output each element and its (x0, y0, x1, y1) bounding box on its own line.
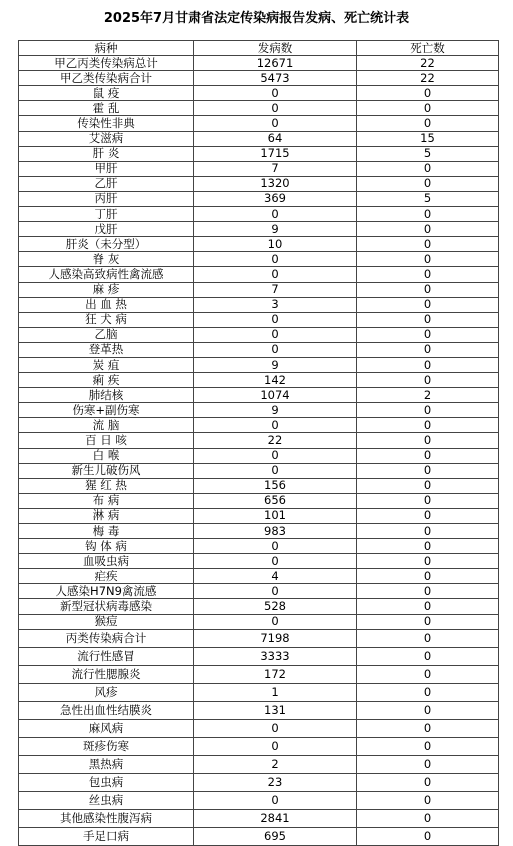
disease-cell: 新型冠状病毒感染 (19, 599, 194, 614)
disease-cell: 钩 体 病 (19, 539, 194, 554)
table-row (19, 791, 499, 809)
table-row (19, 463, 499, 478)
disease-cell: 登革热 (19, 342, 194, 357)
deaths-cell: 2 (357, 388, 499, 403)
table-row (19, 101, 499, 116)
deaths-cell: 0 (357, 342, 499, 357)
deaths-cell: 0 (357, 267, 499, 282)
cases-cell: 5473 (194, 71, 357, 86)
disease-cell: 布 病 (19, 493, 194, 508)
disease-cell: 风疹 (19, 683, 194, 701)
table-row (19, 493, 499, 508)
deaths-cell: 0 (357, 647, 499, 665)
table-row (19, 191, 499, 206)
disease-cell: 包虫病 (19, 773, 194, 791)
table-row (19, 327, 499, 342)
cases-cell: 0 (194, 327, 357, 342)
deaths-cell: 5 (357, 146, 499, 161)
table-row (19, 539, 499, 554)
table-row (19, 71, 499, 86)
cases-cell: 7198 (194, 629, 357, 647)
table-row (19, 312, 499, 327)
disease-cell: 甲乙类传染病合计 (19, 71, 194, 86)
table-row (19, 342, 499, 357)
disease-cell: 人感染高致病性禽流感 (19, 267, 194, 282)
disease-cell: 流行性腮腺炎 (19, 665, 194, 683)
table-row (19, 665, 499, 683)
deaths-cell: 0 (357, 207, 499, 222)
disease-cell: 疟疾 (19, 569, 194, 584)
disease-cell: 手足口病 (19, 827, 194, 845)
disease-cell: 丝虫病 (19, 791, 194, 809)
disease-cell: 传染性非典 (19, 116, 194, 131)
disease-cell: 乙脑 (19, 327, 194, 342)
deaths-cell: 0 (357, 773, 499, 791)
cases-cell: 9 (194, 403, 357, 418)
cases-cell: 0 (194, 207, 357, 222)
cases-cell: 172 (194, 665, 357, 683)
deaths-cell: 5 (357, 191, 499, 206)
cases-cell: 2 (194, 755, 357, 773)
table-row (19, 809, 499, 827)
table-row (19, 146, 499, 161)
table-row (19, 297, 499, 312)
cases-cell: 1074 (194, 388, 357, 403)
disease-cell: 黑热病 (19, 755, 194, 773)
table-row (19, 508, 499, 523)
cases-cell: 4 (194, 569, 357, 584)
table-row (19, 433, 499, 448)
disease-cell: 血吸虫病 (19, 554, 194, 569)
deaths-cell: 0 (357, 403, 499, 418)
disease-cell: 其他感染性腹泻病 (19, 809, 194, 827)
deaths-cell: 0 (357, 357, 499, 372)
deaths-cell: 0 (357, 312, 499, 327)
table-row (19, 599, 499, 614)
cases-cell: 0 (194, 312, 357, 327)
disease-cell: 猴痘 (19, 614, 194, 629)
cases-cell: 0 (194, 584, 357, 599)
disease-cell: 人感染H7N9禽流感 (19, 584, 194, 599)
deaths-cell: 0 (357, 86, 499, 101)
cases-cell: 0 (194, 86, 357, 101)
statistics-table (18, 40, 499, 846)
table-row (19, 252, 499, 267)
deaths-cell: 0 (357, 791, 499, 809)
disease-cell: 新生儿破伤风 (19, 463, 194, 478)
disease-cell: 百 日 咳 (19, 433, 194, 448)
deaths-cell: 0 (357, 737, 499, 755)
table-row (19, 357, 499, 372)
disease-cell: 痢 疾 (19, 373, 194, 388)
disease-cell: 肺结核 (19, 388, 194, 403)
deaths-cell: 0 (357, 478, 499, 493)
deaths-cell: 0 (357, 554, 499, 569)
cases-cell: 983 (194, 524, 357, 539)
cases-cell: 9 (194, 357, 357, 372)
header-disease: 病种 (19, 41, 194, 56)
cases-cell: 0 (194, 614, 357, 629)
cases-cell: 528 (194, 599, 357, 614)
disease-cell: 斑疹伤寒 (19, 737, 194, 755)
cases-cell: 0 (194, 791, 357, 809)
table-row (19, 719, 499, 737)
table-row (19, 478, 499, 493)
cases-cell: 7 (194, 161, 357, 176)
deaths-cell: 0 (357, 719, 499, 737)
deaths-cell: 0 (357, 116, 499, 131)
cases-cell: 369 (194, 191, 357, 206)
table-row (19, 773, 499, 791)
cases-cell: 23 (194, 773, 357, 791)
disease-cell: 艾滋病 (19, 131, 194, 146)
cases-cell: 1 (194, 683, 357, 701)
disease-cell: 梅 毒 (19, 524, 194, 539)
deaths-cell: 0 (357, 237, 499, 252)
disease-cell: 丙肝 (19, 191, 194, 206)
deaths-cell: 0 (357, 418, 499, 433)
cases-cell: 3333 (194, 647, 357, 665)
disease-cell: 猩 红 热 (19, 478, 194, 493)
cases-cell: 101 (194, 508, 357, 523)
table-row (19, 584, 499, 599)
cases-cell: 0 (194, 719, 357, 737)
disease-cell: 脊 灰 (19, 252, 194, 267)
deaths-cell: 0 (357, 827, 499, 845)
table-row (19, 282, 499, 297)
deaths-cell: 0 (357, 524, 499, 539)
table-row (19, 629, 499, 647)
cases-cell: 131 (194, 701, 357, 719)
deaths-cell: 0 (357, 448, 499, 463)
disease-cell: 白 喉 (19, 448, 194, 463)
deaths-cell: 0 (357, 569, 499, 584)
disease-cell: 霍 乱 (19, 101, 194, 116)
cases-cell: 0 (194, 448, 357, 463)
cases-cell: 0 (194, 267, 357, 282)
table-row (19, 56, 499, 71)
table-row (19, 448, 499, 463)
deaths-cell: 0 (357, 508, 499, 523)
table-row (19, 614, 499, 629)
cases-cell: 695 (194, 827, 357, 845)
cases-cell: 156 (194, 478, 357, 493)
disease-cell: 流 脑 (19, 418, 194, 433)
disease-cell: 麻风病 (19, 719, 194, 737)
deaths-cell: 22 (357, 71, 499, 86)
disease-cell: 戊肝 (19, 222, 194, 237)
cases-cell: 0 (194, 342, 357, 357)
disease-cell: 甲肝 (19, 161, 194, 176)
deaths-cell: 0 (357, 176, 499, 191)
cases-cell: 3 (194, 297, 357, 312)
cases-cell: 12671 (194, 56, 357, 71)
cases-cell: 1320 (194, 176, 357, 191)
deaths-cell: 0 (357, 101, 499, 116)
table-header-row (19, 41, 499, 56)
deaths-cell: 0 (357, 809, 499, 827)
table-row (19, 827, 499, 845)
deaths-cell: 0 (357, 539, 499, 554)
deaths-cell: 0 (357, 282, 499, 297)
cases-cell: 0 (194, 554, 357, 569)
cases-cell: 22 (194, 433, 357, 448)
cases-cell: 656 (194, 493, 357, 508)
table-row (19, 554, 499, 569)
page-title: 2025年7月甘肃省法定传染病报告发病、死亡统计表 (103, 11, 410, 26)
deaths-cell: 0 (357, 161, 499, 176)
table-row (19, 176, 499, 191)
table-row (19, 524, 499, 539)
table-row (19, 403, 499, 418)
header-cases: 发病数 (194, 41, 357, 56)
deaths-cell: 0 (357, 629, 499, 647)
table-row (19, 388, 499, 403)
table-row (19, 647, 499, 665)
deaths-cell: 0 (357, 614, 499, 629)
cases-cell: 10 (194, 237, 357, 252)
table-row (19, 701, 499, 719)
header-deaths: 死亡数 (357, 41, 499, 56)
deaths-cell: 0 (357, 433, 499, 448)
deaths-cell: 0 (357, 463, 499, 478)
table-row (19, 267, 499, 282)
disease-cell: 淋 病 (19, 508, 194, 523)
table-row (19, 373, 499, 388)
deaths-cell: 0 (357, 665, 499, 683)
disease-cell: 肝 炎 (19, 146, 194, 161)
table-row (19, 237, 499, 252)
table-row (19, 161, 499, 176)
disease-cell: 肝炎（未分型） (19, 237, 194, 252)
cases-cell: 0 (194, 539, 357, 554)
deaths-cell: 0 (357, 297, 499, 312)
deaths-cell: 0 (357, 327, 499, 342)
disease-cell: 鼠 疫 (19, 86, 194, 101)
table-row (19, 222, 499, 237)
disease-cell: 流行性感冒 (19, 647, 194, 665)
cases-cell: 7 (194, 282, 357, 297)
table-row (19, 755, 499, 773)
disease-cell: 丁肝 (19, 207, 194, 222)
deaths-cell: 0 (357, 599, 499, 614)
cases-cell: 0 (194, 737, 357, 755)
deaths-cell: 0 (357, 493, 499, 508)
table-row (19, 86, 499, 101)
cases-cell: 142 (194, 373, 357, 388)
disease-cell: 甲乙丙类传染病总计 (19, 56, 194, 71)
cases-cell: 2841 (194, 809, 357, 827)
table-row (19, 418, 499, 433)
deaths-cell: 0 (357, 373, 499, 388)
table-row (19, 569, 499, 584)
deaths-cell: 0 (357, 584, 499, 599)
deaths-cell: 0 (357, 222, 499, 237)
table-row (19, 116, 499, 131)
cases-cell: 0 (194, 252, 357, 267)
disease-cell: 丙类传染病合计 (19, 629, 194, 647)
cases-cell: 0 (194, 101, 357, 116)
cases-cell: 0 (194, 116, 357, 131)
table-row (19, 207, 499, 222)
deaths-cell: 0 (357, 755, 499, 773)
deaths-cell: 0 (357, 701, 499, 719)
deaths-cell: 15 (357, 131, 499, 146)
cases-cell: 64 (194, 131, 357, 146)
cases-cell: 1715 (194, 146, 357, 161)
table-row (19, 683, 499, 701)
cases-cell: 9 (194, 222, 357, 237)
cases-cell: 0 (194, 463, 357, 478)
disease-cell: 乙肝 (19, 176, 194, 191)
deaths-cell: 22 (357, 56, 499, 71)
table-row (19, 131, 499, 146)
disease-cell: 炭 疽 (19, 357, 194, 372)
disease-cell: 急性出血性结膜炎 (19, 701, 194, 719)
deaths-cell: 0 (357, 683, 499, 701)
disease-cell: 狂 犬 病 (19, 312, 194, 327)
deaths-cell: 0 (357, 252, 499, 267)
disease-cell: 麻 疹 (19, 282, 194, 297)
disease-cell: 伤寒+副伤寒 (19, 403, 194, 418)
disease-cell: 出 血 热 (19, 297, 194, 312)
table-body (19, 56, 499, 846)
cases-cell: 0 (194, 418, 357, 433)
table-row (19, 737, 499, 755)
